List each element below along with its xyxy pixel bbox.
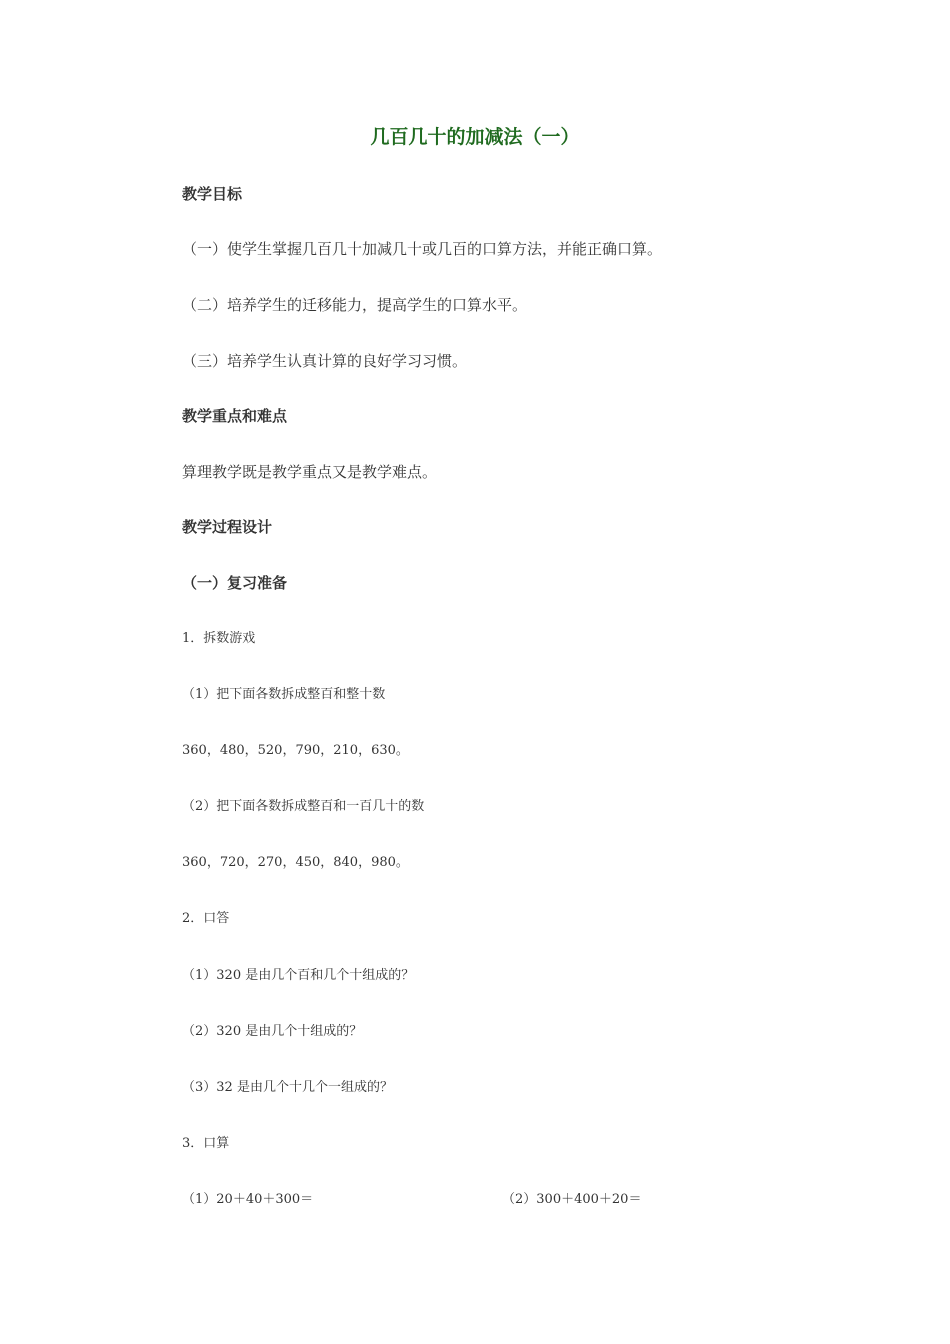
item-3-2-text: （2）300＋400＋20＝ bbox=[502, 1192, 642, 1207]
item-2-3-text: （3）32 是由几个十几个一组成的？ bbox=[182, 1080, 393, 1095]
goal-1-text: （一）使学生掌握几百几十加减几十或几百的口算方法，并能正确口算。 bbox=[182, 240, 663, 258]
item-1-label: 1．拆数游戏 bbox=[182, 631, 256, 646]
document-title: 几百几十的加减法（一） bbox=[370, 126, 580, 148]
goal-3-text: （三）培养学生认真计算的良好学习习惯。 bbox=[182, 352, 468, 370]
item-1-2-text: （2）把下面各数拆成整百和一百几十的数 bbox=[182, 799, 425, 814]
key-points-text: 算理教学既是教学重点又是教学难点。 bbox=[182, 463, 438, 481]
review-heading: （一）复习准备 bbox=[182, 574, 288, 592]
item-1-2-numbers: 360，720，270，450，840，980。 bbox=[182, 855, 409, 870]
item-2-2-text: （2）320 是由几个十组成的？ bbox=[182, 1024, 363, 1039]
goals-heading: 教学目标 bbox=[182, 185, 243, 203]
item-2-1-text: （1）320 是由几个百和几个十组成的？ bbox=[182, 968, 415, 983]
item-2-label: 2．口答 bbox=[182, 911, 230, 926]
key-points-heading: 教学重点和难点 bbox=[182, 407, 288, 425]
item-1-1-text: （1）把下面各数拆成整百和整十数 bbox=[182, 687, 386, 702]
item-1-1-numbers: 360，480，520，790，210，630。 bbox=[182, 743, 409, 758]
goal-2-text: （二）培养学生的迁移能力，提高学生的口算水平。 bbox=[182, 296, 528, 314]
process-heading: 教学过程设计 bbox=[182, 518, 273, 536]
item-3-1-text: （1）20＋40＋300＝ bbox=[182, 1192, 314, 1207]
item-3-label: 3．口算 bbox=[182, 1136, 230, 1151]
